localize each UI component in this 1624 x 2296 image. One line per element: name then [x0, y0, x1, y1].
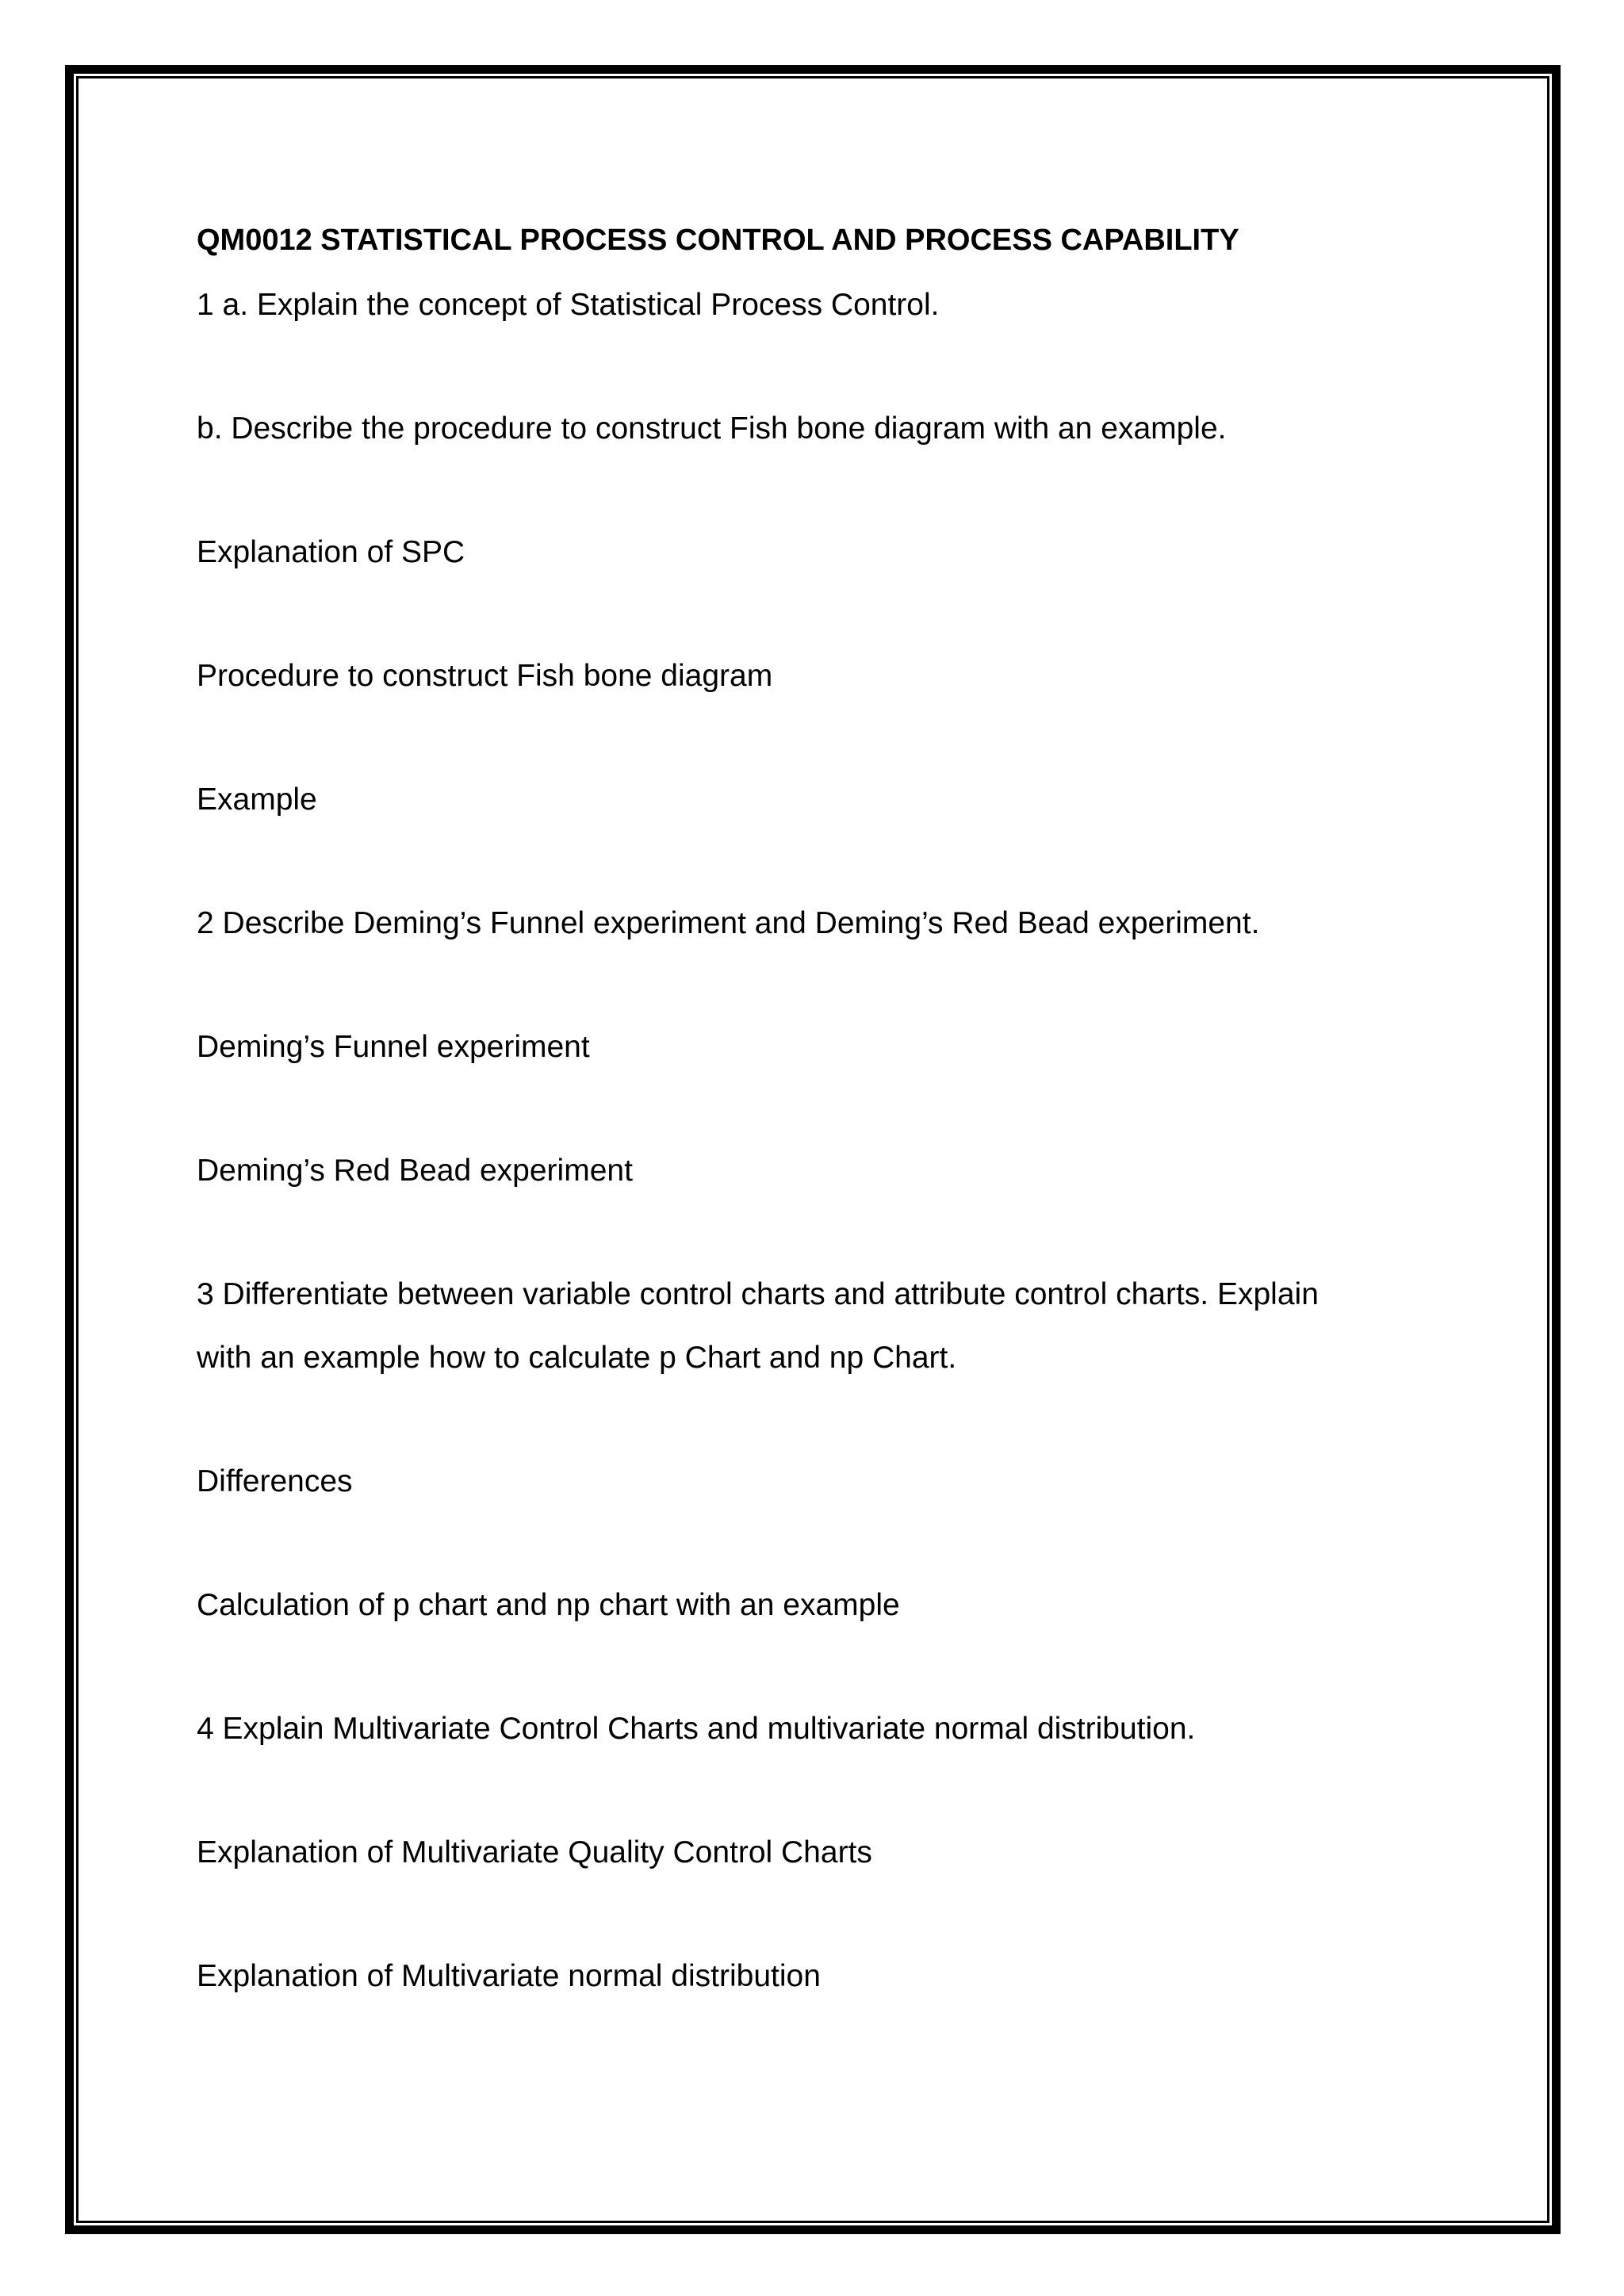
document-title: QM0012 STATISTICAL PROCESS CONTROL AND PROCESS CAPABILITY	[197, 224, 1239, 257]
answer-heading-spc: Explanation of SPC	[197, 535, 465, 569]
question-2: 2 Describe Deming’s Funnel experiment and Deming’s Red Bead experiment.	[197, 906, 1260, 940]
answer-heading-differences: Differences	[197, 1464, 353, 1498]
question-3-line-2: with an example how to calculate p Chart and np Chart.	[197, 1341, 957, 1375]
answer-heading-multivariate-charts: Explanation of Multivariate Quality Control Charts	[197, 1835, 872, 1869]
answer-heading-red-bead: Deming’s Red Bead experiment	[197, 1154, 633, 1188]
question-4: 4 Explain Multivariate Control Charts and multivariate normal distribution.	[197, 1712, 1196, 1746]
page-border-inner	[76, 76, 1549, 2223]
question-1a: 1 a. Explain the concept of Statistical Process Control.	[197, 288, 940, 322]
question-3-line-1: 3 Differentiate between variable control charts and attribute control charts. Explain	[197, 1277, 1319, 1311]
answer-heading-fishbone-procedure: Procedure to construct Fish bone diagram	[197, 659, 773, 693]
answer-heading-example: Example	[197, 783, 317, 817]
question-1b: b. Describe the procedure to construct Fish bone diagram with an example.	[197, 411, 1227, 446]
answer-heading-multivariate-normal: Explanation of Multivariate normal distribution	[197, 1959, 821, 1993]
answer-heading-funnel: Deming’s Funnel experiment	[197, 1030, 590, 1064]
answer-heading-p-np-calculation: Calculation of p chart and np chart with an example	[197, 1588, 900, 1622]
